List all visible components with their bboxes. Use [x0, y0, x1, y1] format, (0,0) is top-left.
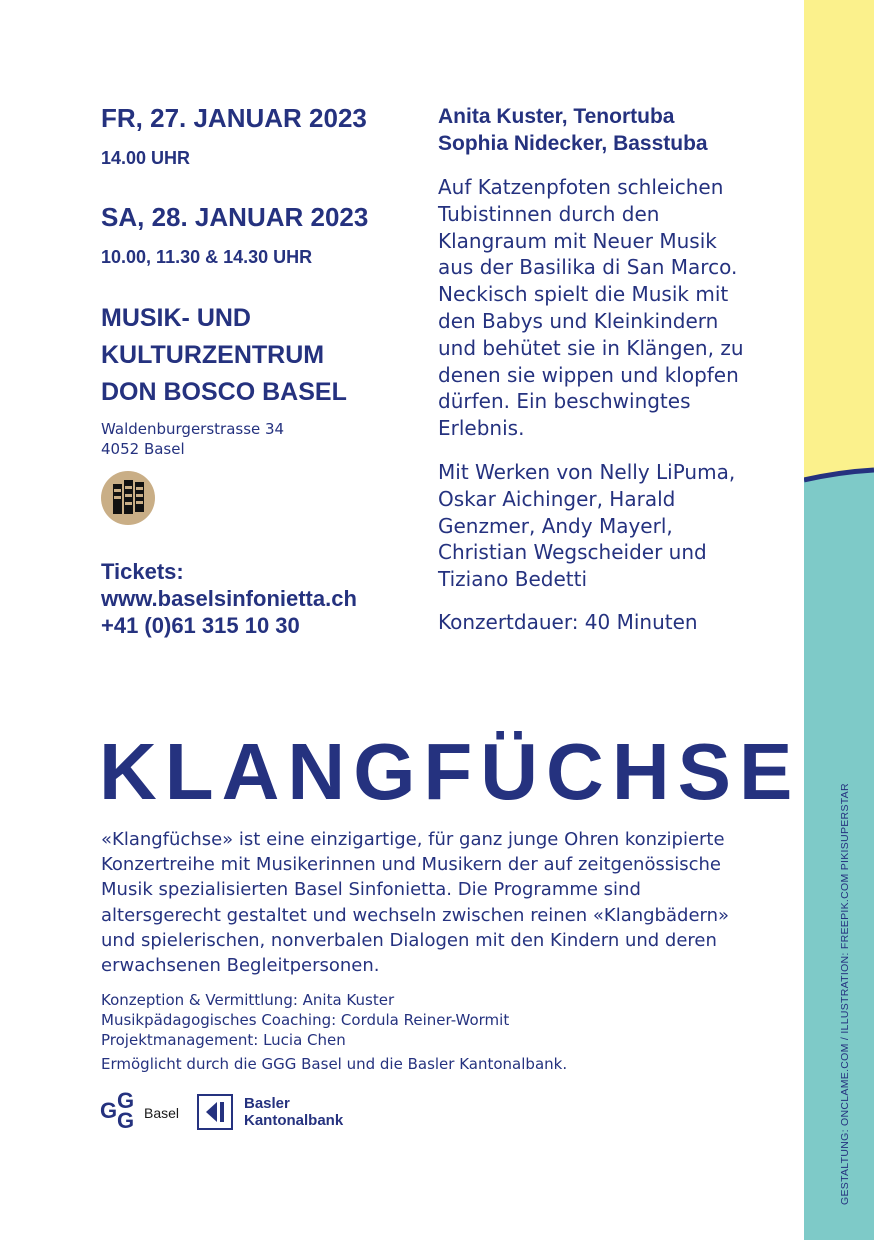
- tickets-label: Tickets:: [101, 559, 184, 584]
- credit-line: Konzeption & Vermittlung: Anita Kuster: [101, 991, 395, 1009]
- bkb-name: [244, 1095, 343, 1129]
- logo-bar: [135, 482, 144, 512]
- ggg-letter: G: [117, 1088, 135, 1113]
- description-line: Auf Katzenpfoten schleichen: [438, 175, 724, 199]
- event-time-2: 10.00, 11.30 & 14.30 UHR: [101, 247, 313, 267]
- description-line: Erlebnis.: [438, 416, 525, 441]
- logo-bar: [124, 480, 133, 514]
- venue-name: [101, 300, 347, 411]
- tickets-phone: +41 (0)61 315 10 30: [101, 613, 300, 638]
- credit-line: Musikpädagogisches Coaching: Cordula Reiner-Wormit: [101, 1011, 510, 1029]
- event-time-1: 14.00 UHR: [101, 148, 191, 168]
- performer: Sophia Nidecker, Basstuba: [438, 132, 708, 155]
- venue-name-line: MUSIK- UND: [101, 304, 251, 332]
- ggg-basel-logo: [100, 1088, 190, 1134]
- event-date-1: FR, 27. JANUAR 2023: [101, 103, 367, 133]
- concert-duration: [438, 609, 698, 636]
- intro-line: erwachsenen Begleitpersonen.: [101, 955, 380, 977]
- ggg-letter: G: [100, 1098, 118, 1123]
- description-line: Klangraum mit Neuer Musik: [438, 228, 717, 253]
- intro-line: und spielerischen, nonverbalen Dialogen mit den Kindern und deren: [101, 929, 717, 951]
- series-title: KLANGFÜCHSE: [99, 727, 801, 816]
- intro-line: Musik spezialisierten Basel Sinfonietta. Die Programme sind: [101, 879, 641, 901]
- works-line: Mit Werken von Nelly LiPuma,: [438, 460, 736, 484]
- works-list: [438, 459, 735, 593]
- venue-city: 4052 Basel: [101, 440, 185, 458]
- intro-line: Konzertreihe mit Musikerinnen und Musikern der auf zeitgenössische: [101, 854, 721, 876]
- event-date-2: SA, 28. JANUAR 2023: [101, 202, 369, 232]
- works-line: Christian Wegscheider und: [438, 540, 707, 565]
- works-line: Genzmer, Andy Mayerl,: [438, 513, 673, 538]
- ggg-letter: G: [117, 1108, 135, 1133]
- description-line: dürfen. Ein beschwingtes: [438, 389, 691, 414]
- description-line: aus der Basilika di San Marco.: [438, 255, 738, 280]
- performer: Anita Kuster, Tenortuba: [438, 105, 675, 128]
- design-credit: GESTALTUNG: ONCLAME.COM / ILLUSTRATION: FREEPIK.COM PIKISUPERSTAR: [839, 783, 851, 1205]
- program-description: [438, 174, 744, 442]
- description-line: und behütet sie in Klängen, zu: [438, 335, 744, 360]
- supported-by: Ermöglicht durch die GGG Basel und die Basler Kantonalbank.: [101, 1055, 568, 1073]
- bkb-mark-icon: [197, 1094, 233, 1130]
- credit-line: Projektmanagement: Lucia Chen: [101, 1031, 346, 1049]
- intro-line: «Klangfüchse» ist eine einzigartige, für ganz junge Ohren konzipierte: [101, 829, 725, 850]
- performers: [438, 103, 708, 157]
- bkb-name-line: Basler: [244, 1095, 290, 1112]
- ggg-label: Basel: [144, 1105, 180, 1121]
- description-line: den Babys und Kleinkindern: [438, 308, 719, 333]
- works-line: Oskar Aichinger, Harald: [438, 486, 676, 511]
- series-intro: [101, 827, 729, 978]
- venue-street: Waldenburgerstrasse 34: [101, 420, 285, 438]
- tickets-website-link[interactable]: www.baselsinfonietta.ch: [101, 586, 357, 611]
- venue-address: [101, 419, 284, 459]
- works-line: Tiziano Bedetti: [438, 567, 588, 592]
- description-line: denen sie wippen und klopfen: [438, 362, 739, 387]
- logo-bar: [113, 484, 122, 514]
- description-line: Tubistinnen durch den: [438, 201, 660, 226]
- tickets-info: [101, 558, 357, 639]
- venue-name-line: KULTURZENTRUM: [101, 341, 325, 369]
- project-credits: [101, 990, 509, 1050]
- description-line: Neckisch spielt die Musik mit: [438, 282, 729, 307]
- duration-text: Konzertdauer: 40 Minuten: [438, 610, 698, 634]
- don-bosco-logo: [101, 471, 155, 525]
- venue-name-line: DON BOSCO BASEL: [101, 378, 347, 406]
- bkb-name-line: Kantonalbank: [244, 1112, 344, 1129]
- intro-line: altersgerecht gestaltet und wechseln zwischen reinen «Klangbädern»: [101, 904, 730, 926]
